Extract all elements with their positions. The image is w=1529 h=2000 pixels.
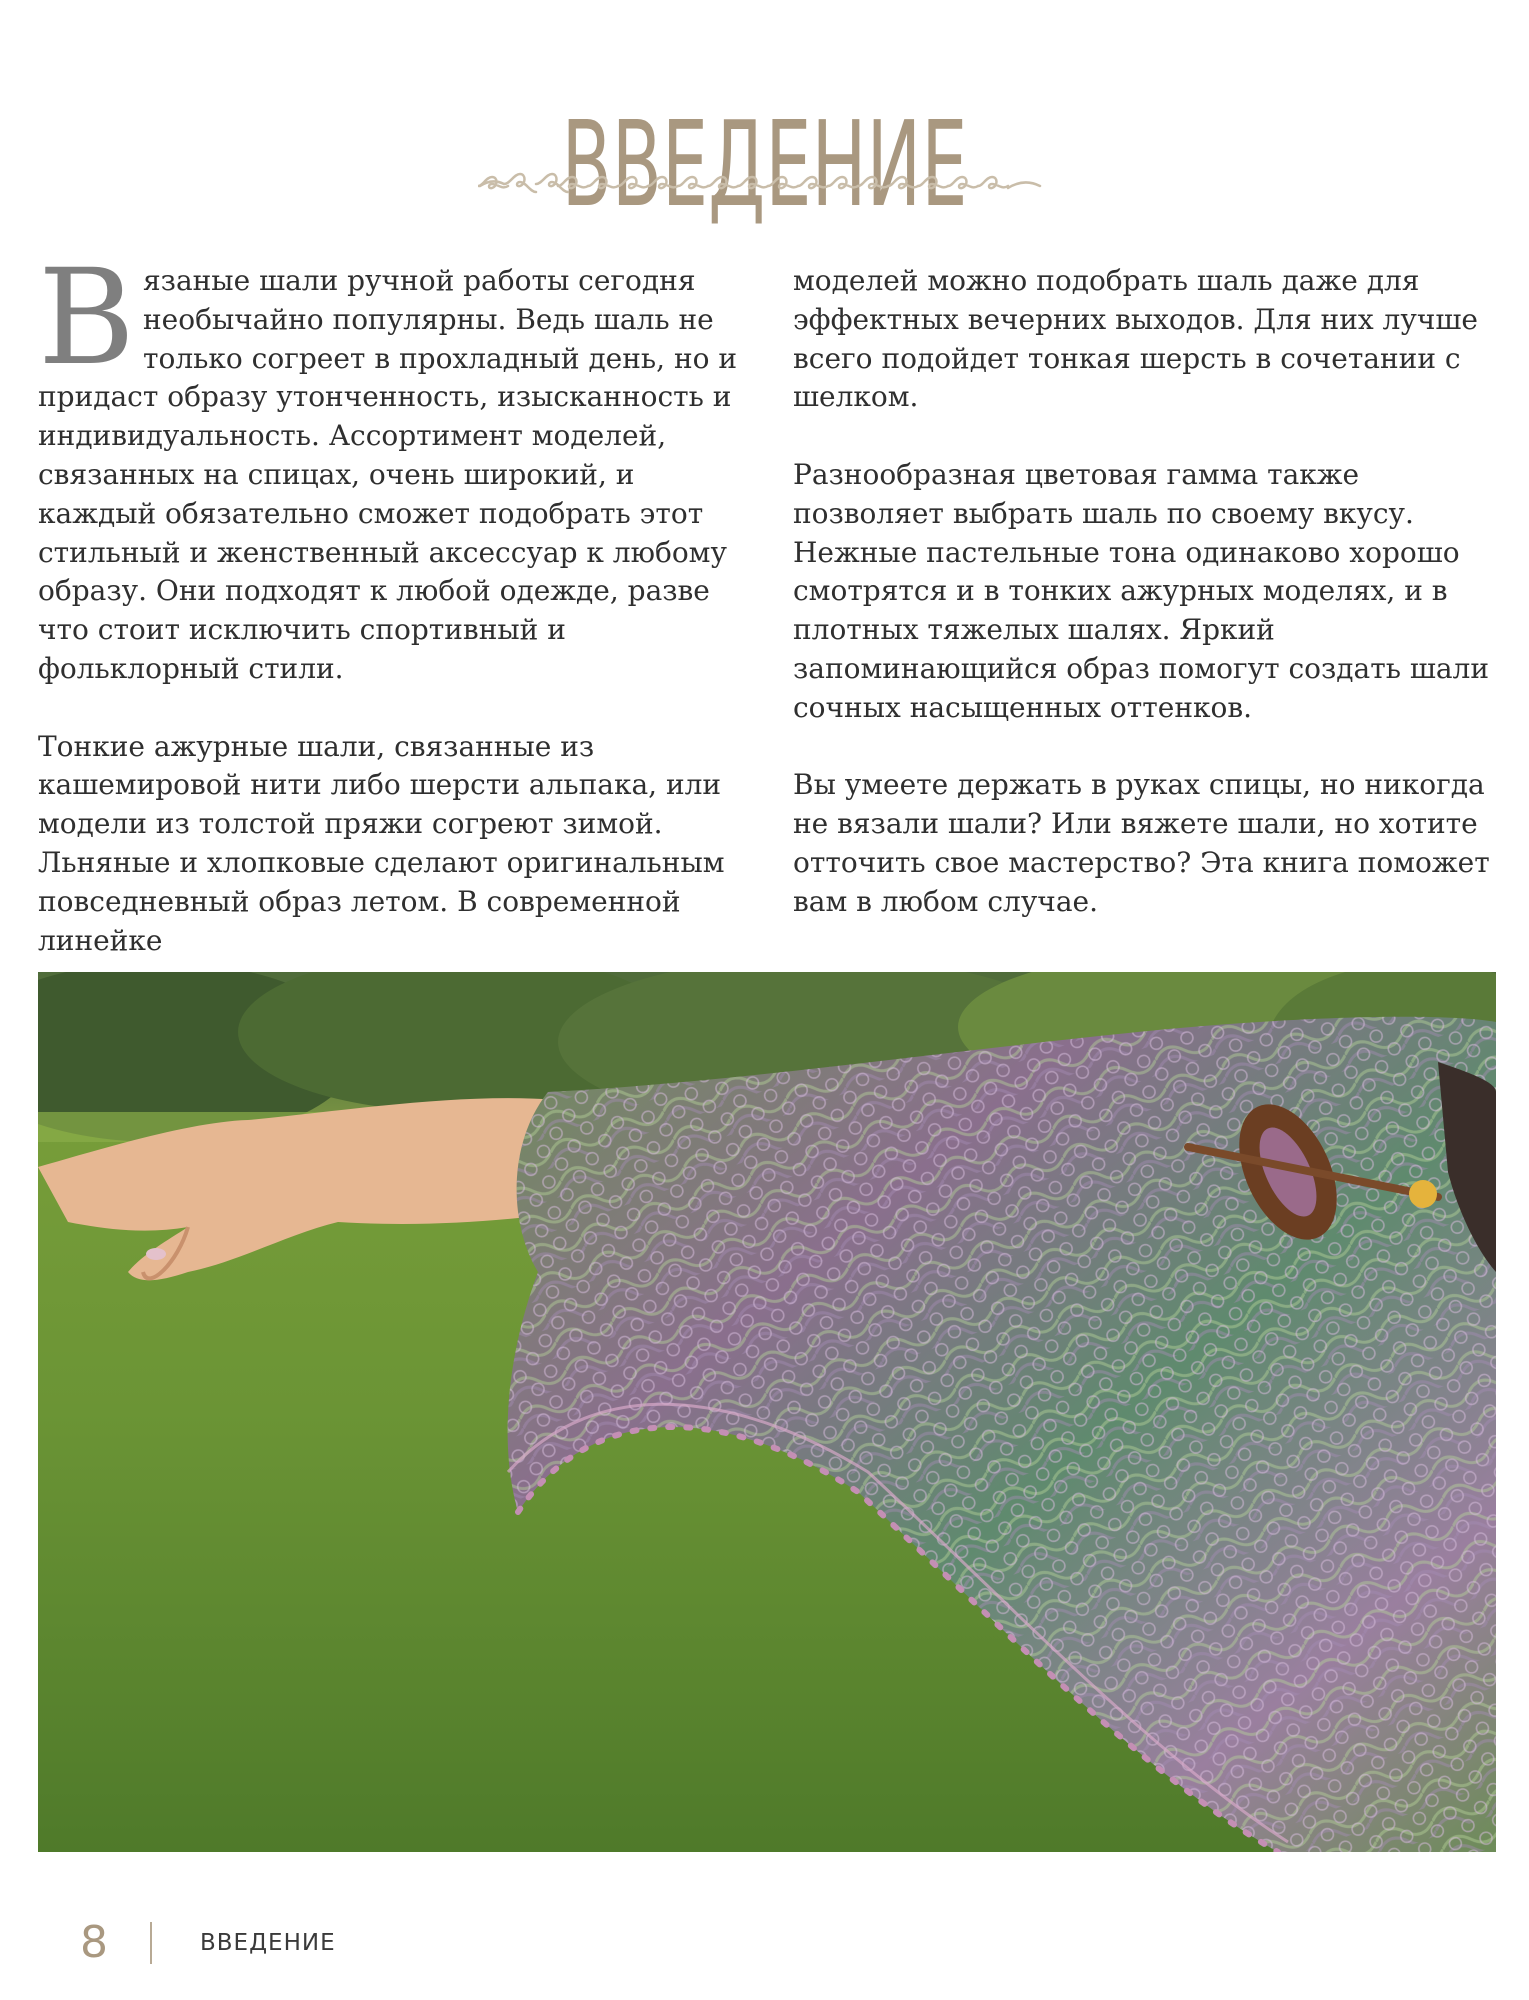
paragraph-yarns: Тонкие ажурные шали, связанные из кашемировой нити либо шерсти альпака, или модели из толстой пряжи согреют зимой. Льняные и хлопковые сделают оригинальным повседневный образ летом. В современной линейке [38, 729, 725, 957]
page-title: ВВЕДЕНИЕ [561, 95, 968, 234]
paragraph-colors: Разнообразная цветовая гамма также позволяет выбрать шаль по своему вкусу. Нежные пастельные тона одинаково хорошо смотрятся и в тонких ажурных моделях, и в плотных тяжелых шалях. Яркий запоминающийся образ помогут создать шали сочных насыщенных оттенков. [793, 457, 1490, 724]
paragraph-evening: моделей можно подобрать шаль даже для эффектных вечерних выходов. Для них лучше всего подойдет тонкая шерсть в сочетании с шелком. [793, 264, 1478, 414]
text-column-right [793, 262, 1493, 960]
page-number: 8 [80, 1917, 108, 1968]
footer-divider [150, 1922, 152, 1964]
paragraph-intro-text: язаные шали ручной работы сегодня необычайно популярны. Ведь шаль не только согреет в прохладный день, но и придаст образу утонченность, изысканность и индивидуальность. Ассортимент моделей, связанных на спицах, очень широкий, и каждый обязательно сможет подобрать этот стильный и женственный аксессуар к любому образу. Они подходят к любой одежде, разве что стоит исключить спортивный и фольклорный стили. [38, 264, 738, 685]
text-column-left [38, 241, 750, 999]
decorative-swirl-divider [478, 166, 1044, 206]
paragraph-book: Вы умеете держать в руках спицы, но никогда не вязали шали? Или вяжете шали, но хотите отточить свое мастерство? Эта книга поможет вам в любом случае. [793, 768, 1490, 918]
footer-section-title: ВВЕДЕНИЕ [200, 1930, 336, 1956]
paragraph-intro [38, 241, 750, 689]
photo-shawl-on-arm [38, 972, 1496, 1852]
drop-cap: В [38, 241, 136, 395]
